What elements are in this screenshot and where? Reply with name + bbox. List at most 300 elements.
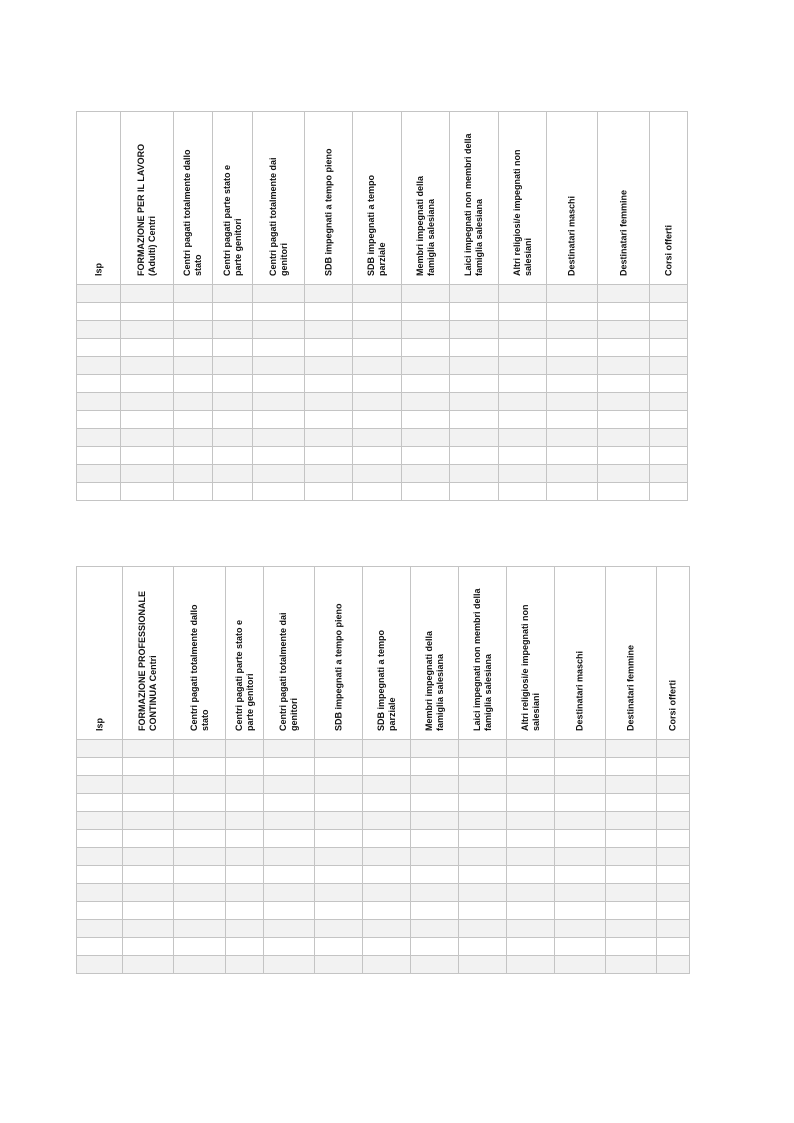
- table-cell[interactable]: [123, 902, 174, 920]
- table-cell[interactable]: [174, 339, 213, 357]
- table-cell[interactable]: [77, 357, 121, 375]
- table-cell[interactable]: [174, 758, 226, 776]
- table-cell[interactable]: [411, 794, 459, 812]
- table-cell[interactable]: [174, 740, 226, 758]
- table-cell[interactable]: [174, 375, 213, 393]
- table-cell[interactable]: [123, 920, 174, 938]
- table-cell[interactable]: [606, 920, 657, 938]
- table-cell[interactable]: [555, 740, 606, 758]
- table-cell[interactable]: [121, 411, 174, 429]
- table-cell[interactable]: [315, 758, 363, 776]
- table-cell[interactable]: [315, 848, 363, 866]
- table-cell[interactable]: [213, 429, 253, 447]
- table-cell[interactable]: [650, 411, 688, 429]
- table-cell[interactable]: [213, 321, 253, 339]
- table-cell[interactable]: [315, 884, 363, 902]
- table-cell[interactable]: [315, 938, 363, 956]
- table-cell[interactable]: [226, 956, 264, 974]
- table-cell[interactable]: [77, 393, 121, 411]
- table-cell[interactable]: [174, 866, 226, 884]
- table-cell[interactable]: [77, 776, 123, 794]
- table-cell[interactable]: [450, 321, 499, 339]
- table-cell[interactable]: [353, 321, 402, 339]
- table-cell[interactable]: [459, 920, 507, 938]
- table-cell[interactable]: [264, 740, 315, 758]
- table-cell[interactable]: [598, 303, 650, 321]
- table-cell[interactable]: [305, 357, 353, 375]
- table-cell[interactable]: [402, 411, 450, 429]
- table-cell[interactable]: [547, 465, 598, 483]
- table-cell[interactable]: [363, 830, 411, 848]
- table-cell[interactable]: [547, 411, 598, 429]
- table-cell[interactable]: [411, 938, 459, 956]
- table-cell[interactable]: [402, 483, 450, 501]
- table-cell[interactable]: [264, 812, 315, 830]
- table-cell[interactable]: [121, 357, 174, 375]
- table-cell[interactable]: [450, 429, 499, 447]
- table-cell[interactable]: [264, 794, 315, 812]
- table-cell[interactable]: [174, 776, 226, 794]
- table-cell[interactable]: [305, 465, 353, 483]
- table-cell[interactable]: [507, 866, 555, 884]
- table-cell[interactable]: [657, 758, 690, 776]
- table-cell[interactable]: [315, 812, 363, 830]
- table-cell[interactable]: [315, 794, 363, 812]
- table-cell[interactable]: [77, 483, 121, 501]
- table-cell[interactable]: [606, 758, 657, 776]
- table-cell[interactable]: [226, 848, 264, 866]
- table-cell[interactable]: [547, 447, 598, 465]
- table-cell[interactable]: [305, 483, 353, 501]
- table-cell[interactable]: [121, 285, 174, 303]
- table-cell[interactable]: [264, 902, 315, 920]
- table-cell[interactable]: [121, 447, 174, 465]
- table-cell[interactable]: [353, 483, 402, 501]
- table-cell[interactable]: [305, 447, 353, 465]
- table-cell[interactable]: [555, 758, 606, 776]
- table-cell[interactable]: [264, 848, 315, 866]
- table-cell[interactable]: [402, 375, 450, 393]
- table-cell[interactable]: [253, 321, 305, 339]
- table-cell[interactable]: [226, 758, 264, 776]
- table-cell[interactable]: [499, 393, 547, 411]
- table-cell[interactable]: [305, 393, 353, 411]
- table-cell[interactable]: [555, 848, 606, 866]
- table-cell[interactable]: [598, 411, 650, 429]
- table-cell[interactable]: [459, 884, 507, 902]
- table-cell[interactable]: [174, 830, 226, 848]
- table-cell[interactable]: [123, 794, 174, 812]
- table-cell[interactable]: [657, 812, 690, 830]
- table-cell[interactable]: [459, 956, 507, 974]
- table-cell[interactable]: [459, 830, 507, 848]
- table-cell[interactable]: [402, 303, 450, 321]
- table-cell[interactable]: [450, 411, 499, 429]
- table-cell[interactable]: [253, 447, 305, 465]
- table-cell[interactable]: [411, 830, 459, 848]
- table-cell[interactable]: [555, 776, 606, 794]
- table-cell[interactable]: [411, 740, 459, 758]
- table-cell[interactable]: [547, 393, 598, 411]
- table-cell[interactable]: [174, 447, 213, 465]
- table-cell[interactable]: [77, 902, 123, 920]
- table-cell[interactable]: [353, 411, 402, 429]
- table-cell[interactable]: [650, 285, 688, 303]
- table-cell[interactable]: [657, 740, 690, 758]
- table-cell[interactable]: [507, 794, 555, 812]
- table-cell[interactable]: [499, 321, 547, 339]
- table-cell[interactable]: [174, 357, 213, 375]
- table-cell[interactable]: [598, 321, 650, 339]
- table-cell[interactable]: [213, 393, 253, 411]
- table-cell[interactable]: [507, 812, 555, 830]
- table-cell[interactable]: [650, 447, 688, 465]
- table-cell[interactable]: [657, 776, 690, 794]
- table-cell[interactable]: [315, 866, 363, 884]
- table-cell[interactable]: [353, 375, 402, 393]
- table-cell[interactable]: [174, 429, 213, 447]
- table-cell[interactable]: [450, 303, 499, 321]
- table-cell[interactable]: [226, 938, 264, 956]
- table-cell[interactable]: [77, 794, 123, 812]
- table-cell[interactable]: [363, 884, 411, 902]
- table-cell[interactable]: [657, 920, 690, 938]
- table-cell[interactable]: [77, 848, 123, 866]
- table-cell[interactable]: [353, 339, 402, 357]
- table-cell[interactable]: [411, 866, 459, 884]
- table-cell[interactable]: [77, 285, 121, 303]
- table-cell[interactable]: [174, 411, 213, 429]
- table-cell[interactable]: [598, 339, 650, 357]
- table-cell[interactable]: [450, 375, 499, 393]
- table-cell[interactable]: [363, 740, 411, 758]
- table-cell[interactable]: [598, 393, 650, 411]
- table-cell[interactable]: [499, 303, 547, 321]
- table-cell[interactable]: [459, 866, 507, 884]
- table-cell[interactable]: [305, 303, 353, 321]
- table-cell[interactable]: [315, 902, 363, 920]
- table-cell[interactable]: [315, 956, 363, 974]
- table-cell[interactable]: [353, 357, 402, 375]
- table-cell[interactable]: [547, 339, 598, 357]
- table-cell[interactable]: [650, 429, 688, 447]
- table-cell[interactable]: [411, 812, 459, 830]
- table-cell[interactable]: [450, 357, 499, 375]
- table-cell[interactable]: [226, 884, 264, 902]
- table-cell[interactable]: [459, 812, 507, 830]
- table-cell[interactable]: [411, 902, 459, 920]
- table-cell[interactable]: [499, 285, 547, 303]
- table-cell[interactable]: [363, 920, 411, 938]
- table-cell[interactable]: [353, 393, 402, 411]
- table-cell[interactable]: [77, 429, 121, 447]
- table-cell[interactable]: [213, 465, 253, 483]
- table-cell[interactable]: [213, 285, 253, 303]
- table-cell[interactable]: [547, 321, 598, 339]
- table-cell[interactable]: [650, 339, 688, 357]
- table-cell[interactable]: [363, 776, 411, 794]
- table-cell[interactable]: [305, 375, 353, 393]
- table-cell[interactable]: [264, 920, 315, 938]
- table-cell[interactable]: [77, 447, 121, 465]
- table-cell[interactable]: [174, 393, 213, 411]
- table-cell[interactable]: [253, 339, 305, 357]
- table-cell[interactable]: [363, 938, 411, 956]
- table-cell[interactable]: [253, 303, 305, 321]
- table-cell[interactable]: [213, 447, 253, 465]
- table-cell[interactable]: [598, 375, 650, 393]
- table-cell[interactable]: [450, 285, 499, 303]
- table-cell[interactable]: [450, 483, 499, 501]
- table-cell[interactable]: [253, 393, 305, 411]
- table-cell[interactable]: [226, 740, 264, 758]
- table-cell[interactable]: [264, 866, 315, 884]
- table-cell[interactable]: [363, 794, 411, 812]
- table-cell[interactable]: [606, 866, 657, 884]
- table-cell[interactable]: [253, 411, 305, 429]
- table-cell[interactable]: [305, 285, 353, 303]
- table-cell[interactable]: [555, 830, 606, 848]
- table-cell[interactable]: [650, 393, 688, 411]
- table-cell[interactable]: [547, 375, 598, 393]
- table-cell[interactable]: [353, 447, 402, 465]
- table-cell[interactable]: [606, 902, 657, 920]
- table-cell[interactable]: [402, 465, 450, 483]
- table-cell[interactable]: [499, 357, 547, 375]
- table-cell[interactable]: [77, 920, 123, 938]
- table-cell[interactable]: [606, 812, 657, 830]
- table-cell[interactable]: [123, 830, 174, 848]
- table-cell[interactable]: [253, 357, 305, 375]
- table-cell[interactable]: [411, 920, 459, 938]
- table-cell[interactable]: [507, 776, 555, 794]
- table-cell[interactable]: [226, 902, 264, 920]
- table-cell[interactable]: [507, 884, 555, 902]
- table-cell[interactable]: [77, 321, 121, 339]
- table-cell[interactable]: [213, 303, 253, 321]
- table-cell[interactable]: [226, 776, 264, 794]
- table-cell[interactable]: [253, 465, 305, 483]
- table-cell[interactable]: [213, 483, 253, 501]
- table-cell[interactable]: [305, 321, 353, 339]
- table-cell[interactable]: [650, 321, 688, 339]
- table-cell[interactable]: [598, 285, 650, 303]
- table-cell[interactable]: [499, 429, 547, 447]
- table-cell[interactable]: [657, 794, 690, 812]
- table-cell[interactable]: [555, 866, 606, 884]
- table-cell[interactable]: [363, 902, 411, 920]
- table-cell[interactable]: [174, 812, 226, 830]
- table-cell[interactable]: [305, 429, 353, 447]
- table-cell[interactable]: [174, 902, 226, 920]
- table-cell[interactable]: [353, 303, 402, 321]
- table-cell[interactable]: [174, 884, 226, 902]
- table-cell[interactable]: [547, 303, 598, 321]
- table-cell[interactable]: [606, 884, 657, 902]
- table-cell[interactable]: [547, 357, 598, 375]
- table-cell[interactable]: [353, 285, 402, 303]
- table-cell[interactable]: [77, 812, 123, 830]
- table-cell[interactable]: [123, 758, 174, 776]
- table-cell[interactable]: [459, 758, 507, 776]
- table-cell[interactable]: [121, 303, 174, 321]
- table-cell[interactable]: [77, 938, 123, 956]
- table-cell[interactable]: [121, 483, 174, 501]
- table-cell[interactable]: [402, 393, 450, 411]
- table-cell[interactable]: [450, 393, 499, 411]
- table-cell[interactable]: [499, 339, 547, 357]
- table-cell[interactable]: [657, 938, 690, 956]
- table-cell[interactable]: [77, 740, 123, 758]
- table-cell[interactable]: [226, 794, 264, 812]
- table-cell[interactable]: [123, 938, 174, 956]
- table-cell[interactable]: [606, 848, 657, 866]
- table-cell[interactable]: [450, 339, 499, 357]
- table-cell[interactable]: [657, 866, 690, 884]
- table-cell[interactable]: [411, 848, 459, 866]
- table-cell[interactable]: [253, 285, 305, 303]
- table-cell[interactable]: [650, 357, 688, 375]
- table-cell[interactable]: [606, 740, 657, 758]
- table-cell[interactable]: [547, 285, 598, 303]
- table-cell[interactable]: [507, 848, 555, 866]
- table-cell[interactable]: [77, 866, 123, 884]
- table-cell[interactable]: [598, 429, 650, 447]
- table-cell[interactable]: [213, 339, 253, 357]
- table-cell[interactable]: [598, 447, 650, 465]
- table-cell[interactable]: [650, 303, 688, 321]
- table-cell[interactable]: [123, 956, 174, 974]
- table-cell[interactable]: [353, 429, 402, 447]
- table-cell[interactable]: [411, 776, 459, 794]
- table-cell[interactable]: [402, 339, 450, 357]
- table-cell[interactable]: [123, 776, 174, 794]
- table-cell[interactable]: [650, 483, 688, 501]
- table-cell[interactable]: [174, 920, 226, 938]
- table-cell[interactable]: [305, 339, 353, 357]
- table-cell[interactable]: [123, 740, 174, 758]
- table-cell[interactable]: [598, 483, 650, 501]
- table-cell[interactable]: [213, 375, 253, 393]
- table-cell[interactable]: [402, 321, 450, 339]
- table-cell[interactable]: [315, 920, 363, 938]
- table-cell[interactable]: [657, 956, 690, 974]
- table-cell[interactable]: [353, 465, 402, 483]
- table-cell[interactable]: [77, 465, 121, 483]
- table-cell[interactable]: [459, 794, 507, 812]
- table-cell[interactable]: [77, 339, 121, 357]
- table-cell[interactable]: [459, 938, 507, 956]
- table-cell[interactable]: [499, 411, 547, 429]
- table-cell[interactable]: [459, 776, 507, 794]
- table-cell[interactable]: [507, 956, 555, 974]
- table-cell[interactable]: [657, 884, 690, 902]
- table-cell[interactable]: [657, 848, 690, 866]
- table-cell[interactable]: [363, 866, 411, 884]
- table-cell[interactable]: [121, 429, 174, 447]
- table-cell[interactable]: [77, 375, 121, 393]
- table-cell[interactable]: [77, 830, 123, 848]
- table-cell[interactable]: [77, 884, 123, 902]
- table-cell[interactable]: [363, 812, 411, 830]
- table-cell[interactable]: [507, 740, 555, 758]
- table-cell[interactable]: [174, 794, 226, 812]
- table-cell[interactable]: [226, 830, 264, 848]
- table-cell[interactable]: [174, 303, 213, 321]
- table-cell[interactable]: [264, 830, 315, 848]
- table-cell[interactable]: [459, 848, 507, 866]
- table-cell[interactable]: [264, 956, 315, 974]
- table-cell[interactable]: [226, 812, 264, 830]
- table-cell[interactable]: [555, 938, 606, 956]
- table-cell[interactable]: [598, 357, 650, 375]
- table-cell[interactable]: [507, 758, 555, 776]
- table-cell[interactable]: [253, 483, 305, 501]
- table-cell[interactable]: [121, 465, 174, 483]
- table-cell[interactable]: [459, 902, 507, 920]
- table-cell[interactable]: [123, 884, 174, 902]
- table-cell[interactable]: [555, 956, 606, 974]
- table-cell[interactable]: [555, 812, 606, 830]
- table-cell[interactable]: [264, 776, 315, 794]
- table-cell[interactable]: [499, 375, 547, 393]
- table-cell[interactable]: [174, 465, 213, 483]
- table-cell[interactable]: [402, 357, 450, 375]
- table-cell[interactable]: [555, 920, 606, 938]
- table-cell[interactable]: [606, 938, 657, 956]
- table-cell[interactable]: [174, 321, 213, 339]
- table-cell[interactable]: [253, 375, 305, 393]
- table-cell[interactable]: [264, 938, 315, 956]
- table-cell[interactable]: [363, 956, 411, 974]
- table-cell[interactable]: [411, 956, 459, 974]
- table-cell[interactable]: [77, 411, 121, 429]
- table-cell[interactable]: [402, 285, 450, 303]
- table-cell[interactable]: [606, 830, 657, 848]
- table-cell[interactable]: [547, 429, 598, 447]
- table-cell[interactable]: [363, 758, 411, 776]
- table-cell[interactable]: [363, 848, 411, 866]
- table-cell[interactable]: [507, 938, 555, 956]
- table-cell[interactable]: [657, 830, 690, 848]
- table-cell[interactable]: [174, 938, 226, 956]
- table-cell[interactable]: [121, 321, 174, 339]
- table-cell[interactable]: [121, 393, 174, 411]
- table-cell[interactable]: [315, 830, 363, 848]
- table-cell[interactable]: [450, 465, 499, 483]
- table-cell[interactable]: [123, 848, 174, 866]
- table-cell[interactable]: [450, 447, 499, 465]
- table-cell[interactable]: [507, 902, 555, 920]
- table-cell[interactable]: [411, 758, 459, 776]
- table-cell[interactable]: [315, 776, 363, 794]
- table-cell[interactable]: [547, 483, 598, 501]
- table-cell[interactable]: [121, 375, 174, 393]
- table-cell[interactable]: [507, 830, 555, 848]
- table-cell[interactable]: [305, 411, 353, 429]
- table-cell[interactable]: [657, 902, 690, 920]
- table-cell[interactable]: [598, 465, 650, 483]
- table-cell[interactable]: [253, 429, 305, 447]
- table-cell[interactable]: [123, 866, 174, 884]
- table-cell[interactable]: [555, 794, 606, 812]
- table-cell[interactable]: [650, 465, 688, 483]
- table-cell[interactable]: [174, 848, 226, 866]
- table-cell[interactable]: [499, 483, 547, 501]
- table-cell[interactable]: [77, 956, 123, 974]
- table-cell[interactable]: [174, 285, 213, 303]
- table-cell[interactable]: [315, 740, 363, 758]
